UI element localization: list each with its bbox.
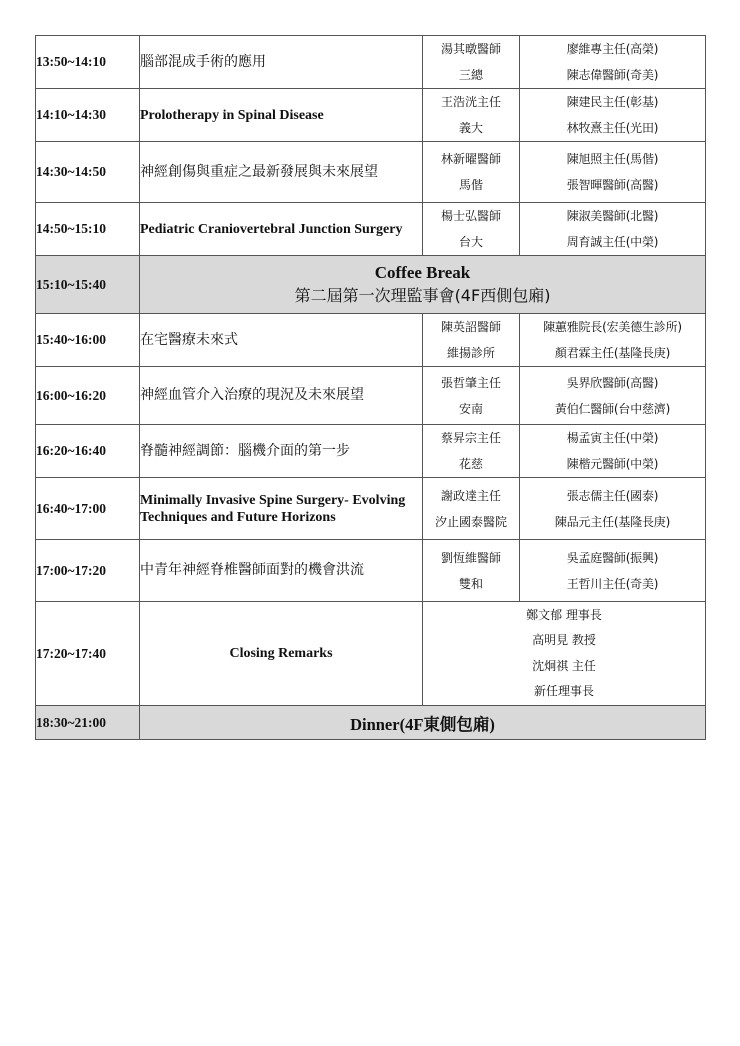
closing-speaker: 沈炯祺 主任	[532, 658, 596, 673]
session-topic: Pediatric Craniovertebral Junction Surgery	[140, 203, 423, 256]
session-speaker	[423, 36, 520, 89]
speaker-name: 謝政達主任	[440, 488, 501, 503]
speaker-name: 王浩洸主任	[440, 95, 501, 109]
session-topic: Prolotherapy in Spinal Disease	[140, 89, 423, 142]
board-meeting-note: 第二屆第一次理監事會(4F西側包廂)	[294, 285, 551, 305]
session-speaker	[423, 367, 520, 425]
speaker-affiliation: 三總	[458, 68, 483, 82]
session-time: 14:30~14:50	[36, 142, 140, 203]
session-topic: Minimally Invasive Spine Surgery- Evolving Techniques and Future Horizons	[140, 478, 423, 540]
moderator: 吳界欣醫師(高醫)	[566, 375, 659, 390]
moderator: 陳志偉醫師(奇美)	[566, 68, 659, 82]
moderator: 陳淑美醫師(北醫)	[566, 209, 659, 223]
speaker-affiliation: 維揚診所	[446, 346, 495, 360]
moderator: 王哲川主任(奇美)	[566, 576, 659, 591]
dinner-cell	[140, 706, 706, 740]
moderator: 顏君霖主任(基隆長庚)	[554, 346, 671, 360]
speaker-affiliation: 安南	[458, 401, 483, 416]
session-speaker	[423, 142, 520, 203]
speaker-name: 蔡昇宗主任	[440, 431, 501, 445]
table-row	[36, 478, 706, 540]
speaker-affiliation: 義大	[458, 121, 483, 135]
session-topic: 在宅醫療未來式	[140, 314, 423, 367]
session-speaker	[423, 203, 520, 256]
session-topic: 中青年神經脊椎醫師面對的機會洪流	[140, 540, 423, 602]
session-time: 15:40~16:00	[36, 314, 140, 367]
closing-remarks-title: Closing Remarks	[229, 646, 333, 661]
moderator: 陳蕙雅院長(宏美德生診所)	[543, 320, 682, 334]
moderator: 陳品元主任(基隆長庚)	[554, 514, 671, 529]
session-speaker	[423, 540, 520, 602]
schedule-table	[35, 35, 706, 740]
table-row	[36, 203, 706, 256]
moderator: 吳孟庭醫師(振興)	[566, 550, 659, 565]
closing-speaker: 鄭文郁 理事長	[526, 607, 602, 622]
table-row	[36, 367, 706, 425]
table-row	[36, 142, 706, 203]
speaker-affiliation: 汐止國泰醫院	[434, 514, 507, 529]
table-row-dinner	[36, 706, 706, 740]
dinner-label: Dinner(4F東側包廂)	[350, 714, 495, 734]
session-time: 18:30~21:00	[36, 706, 140, 740]
speaker-name: 林新曜醫師	[440, 152, 501, 166]
speaker-affiliation: 雙和	[458, 576, 483, 591]
session-time: 16:20~16:40	[36, 425, 140, 478]
moderator: 黃伯仁醫師(台中慈濟)	[554, 401, 671, 416]
session-time: 16:00~16:20	[36, 367, 140, 425]
moderator: 陳楷元醫師(中榮)	[566, 457, 659, 471]
session-speaker	[423, 425, 520, 478]
session-moderators	[520, 540, 706, 602]
session-moderators	[520, 425, 706, 478]
coffee-break-title: Coffee Break	[374, 262, 471, 282]
session-time: 17:00~17:20	[36, 540, 140, 602]
session-time: 14:50~15:10	[36, 203, 140, 256]
closing-speaker: 高明見 教授	[532, 633, 596, 647]
table-row	[36, 89, 706, 142]
moderator: 張智暉醫師(高醫)	[566, 178, 659, 192]
session-time: 14:10~14:30	[36, 89, 140, 142]
session-moderators	[520, 203, 706, 256]
session-time: 13:50~14:10	[36, 36, 140, 89]
speaker-name: 湯其暾醫師	[440, 42, 501, 56]
session-time: 17:20~17:40	[36, 602, 140, 706]
session-topic: 脊髓神經調節：腦機介面的第一步	[140, 425, 423, 478]
closing-remarks-cell	[140, 602, 423, 706]
moderator: 張志儒主任(國泰)	[566, 488, 659, 503]
session-moderators	[520, 367, 706, 425]
session-speaker	[423, 478, 520, 540]
moderator: 陳旭照主任(馬偕)	[566, 152, 659, 166]
coffee-break-cell	[140, 256, 706, 314]
table-row	[36, 314, 706, 367]
session-topic: 腦部混成手術的應用	[140, 36, 423, 89]
session-time: 15:10~15:40	[36, 256, 140, 314]
session-topic: 神經血管介入治療的現況及未來展望	[140, 367, 423, 425]
speaker-affiliation: 馬偕	[458, 178, 483, 192]
table-row-break	[36, 256, 706, 314]
session-moderators	[520, 314, 706, 367]
speaker-name: 陳英詔醫師	[440, 320, 501, 334]
speaker-affiliation: 花慈	[458, 457, 483, 471]
session-moderators	[520, 478, 706, 540]
moderator: 周育誠主任(中榮)	[566, 235, 659, 249]
speaker-name: 張哲肇主任	[440, 375, 501, 390]
table-row	[36, 36, 706, 89]
table-row	[36, 425, 706, 478]
session-topic: 神經創傷與重症之最新發展與未來展望	[140, 142, 423, 203]
closing-speakers	[423, 602, 706, 706]
table-row-closing	[36, 602, 706, 706]
moderator: 廖維專主任(高榮)	[566, 42, 659, 56]
session-speaker	[423, 314, 520, 367]
table-row	[36, 540, 706, 602]
speaker-affiliation: 台大	[458, 235, 483, 249]
session-moderators	[520, 36, 706, 89]
session-speaker	[423, 89, 520, 142]
speaker-name: 劉恆維醫師	[440, 550, 501, 565]
moderator: 楊孟寅主任(中榮)	[566, 431, 659, 445]
moderator: 陳建民主任(彰基)	[566, 95, 659, 109]
moderator: 林牧熹主任(光田)	[566, 121, 659, 135]
session-time: 16:40~17:00	[36, 478, 140, 540]
closing-speaker: 新任理事長	[533, 684, 594, 698]
speaker-name: 楊士弘醫師	[440, 209, 501, 223]
session-moderators	[520, 142, 706, 203]
session-moderators	[520, 89, 706, 142]
